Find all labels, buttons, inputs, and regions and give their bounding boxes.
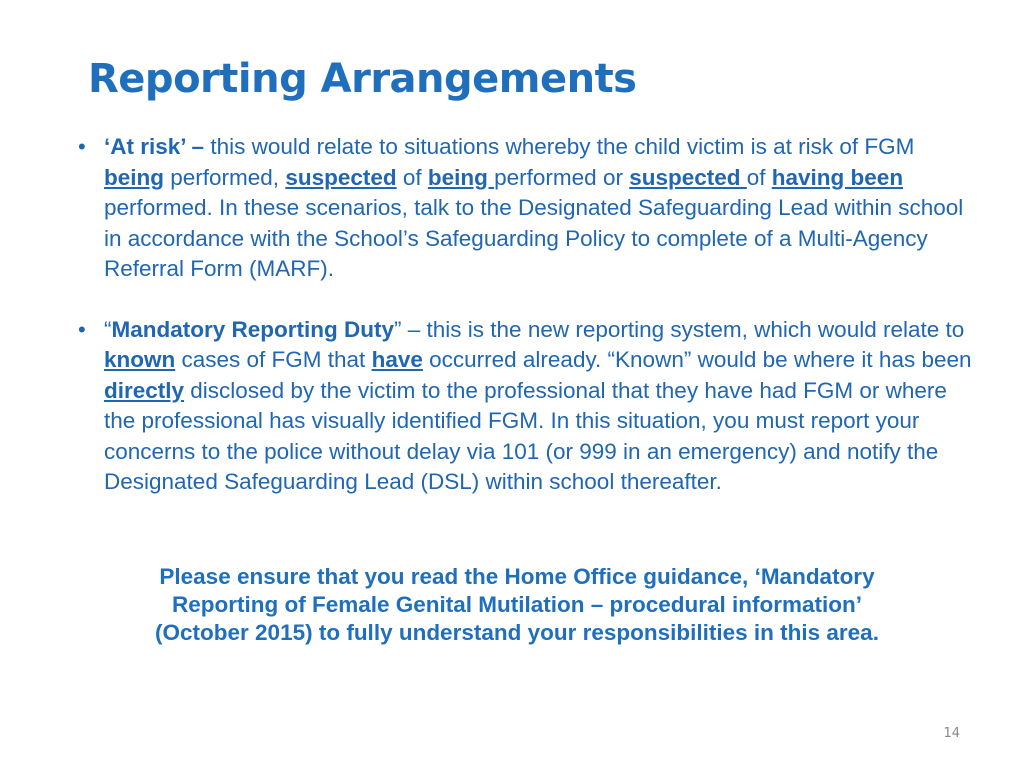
at-risk-text: performed, (164, 164, 286, 190)
mandatory-text: disclosed by the victim to the professional that they have had FGM or where the professional has visually identified FGM. In this situation, you must report your concerns to the police without delay via 101 (or 999 in an emergency) and notify the Designated Safeguarding Lead (DSL) within school thereafter. (104, 377, 947, 494)
emphasis-directly: directly (104, 377, 185, 403)
mandatory-heading: Mandatory Reporting Duty (111, 316, 395, 342)
emphasis-known: known (104, 347, 176, 372)
bullet-mandatory-reporting (78, 315, 978, 498)
mandatory-text: “ (104, 316, 112, 342)
at-risk-text: of (396, 164, 428, 190)
guidance-note-line: (October 2015) to fully understand your responsibilities in this area. (155, 620, 879, 645)
emphasis-having-been: having been (771, 164, 904, 190)
emphasis-being: being (427, 164, 495, 190)
emphasis-suspected: suspected (285, 164, 397, 190)
page-number: 14 (943, 726, 960, 741)
at-risk-text: performed. In these scenarios, talk to the Designated Safeguarding Lead within school in accordance with the School’s Safeguarding Policy to complete of a Multi-Agency Referral Form (MARF). (104, 195, 964, 281)
mandatory-text: cases of FGM that (175, 347, 372, 372)
at-risk-heading: ‘At risk’ – (104, 134, 205, 159)
guidance-note (92, 563, 942, 647)
guidance-note-line: Reporting of Female Genital Mutilation – procedural information’ (171, 592, 863, 617)
mandatory-text: ” – this is the new reporting system, which would relate to (394, 316, 965, 342)
bullet-dot-icon: • (78, 316, 86, 342)
slide-title: Reporting Arrangements (88, 56, 637, 102)
emphasis-have: have (371, 347, 423, 372)
bullet-dot-icon: • (78, 134, 86, 159)
emphasis-being: being (104, 164, 164, 190)
bullet-list (78, 132, 978, 528)
mandatory-text: occurred already. “Known” would be where it has been (422, 347, 972, 372)
at-risk-text: performed or (494, 164, 630, 190)
at-risk-text: this would relate to situations whereby the child victim is at risk of FGM (204, 134, 915, 159)
at-risk-text: of (746, 164, 772, 190)
guidance-note-line: Please ensure that you read the Home Office guidance, ‘Mandatory (159, 564, 875, 589)
emphasis-suspected: suspected (629, 164, 747, 190)
bullet-at-risk (78, 132, 978, 285)
